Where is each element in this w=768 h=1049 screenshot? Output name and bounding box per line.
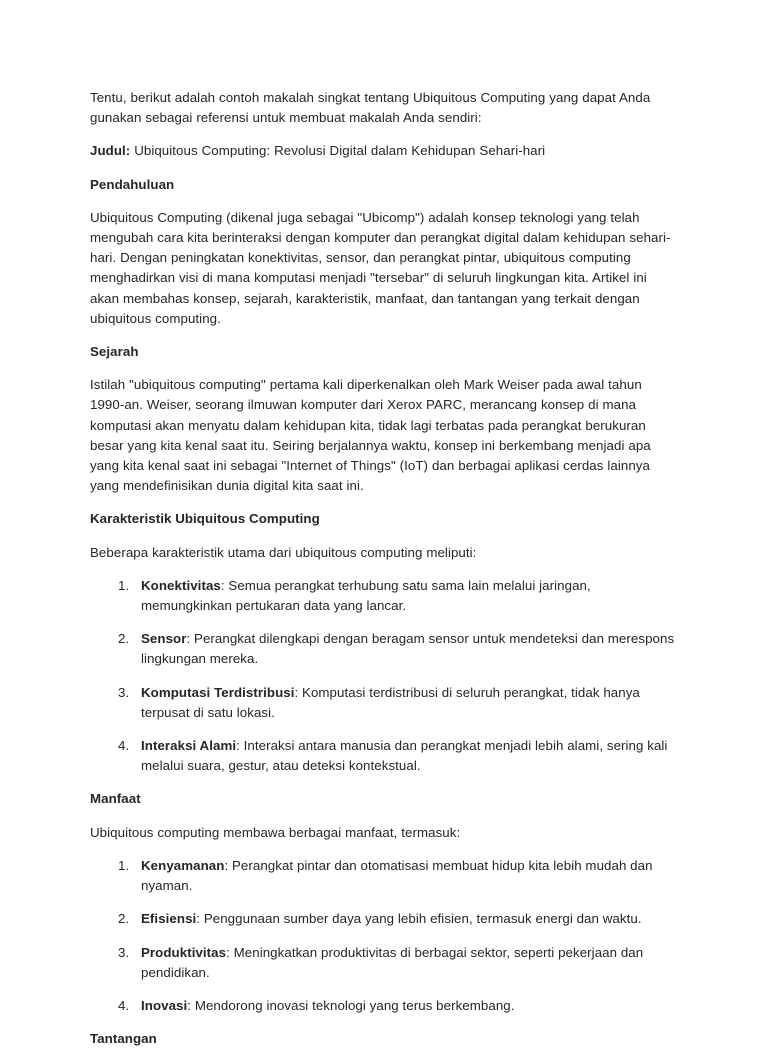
list-item-separator: :	[294, 684, 299, 700]
list-item-term: Konektivitas	[141, 577, 221, 593]
list-item-separator: :	[226, 944, 230, 960]
karakteristik-list	[90, 576, 678, 777]
list-item	[90, 736, 678, 776]
list-item-separator: :	[186, 631, 191, 647]
title-text: Ubiquitous Computing: Revolusi Digital dalam Kehidupan Sehari-hari	[130, 143, 546, 159]
list-item-description: Mendorong inovasi teknologi yang terus berkembang.	[191, 997, 515, 1013]
list-item-description: Perangkat dilengkapi dengan beragam sensor untuk mendeteksi dan merespons lingkungan mereka.	[141, 631, 675, 667]
manfaat-intro: Ubiquitous computing membawa berbagai manfaat, termasuk:	[90, 824, 461, 840]
list-item	[90, 909, 678, 929]
list-item-term: Komputasi Terdistribusi	[141, 684, 295, 700]
list-item-term: Interaksi Alami	[141, 738, 237, 754]
list-item-description: Meningkatkan produktivitas di berbagai sektor, seperti pekerjaan dan pendidikan.	[141, 944, 644, 980]
list-item	[90, 629, 678, 669]
karakteristik-intro: Beberapa karakteristik utama dari ubiquitous computing meliputi:	[90, 544, 477, 560]
title-label: Judul:	[90, 143, 131, 159]
list-item	[90, 943, 678, 983]
list-item	[90, 996, 678, 1016]
list-item	[90, 576, 678, 616]
list-item-separator: :	[187, 997, 192, 1013]
heading-sejarah: Sejarah	[90, 344, 139, 360]
list-item-description: Penggunaan sumber daya yang lebih efisien, termasuk energi dan waktu.	[200, 911, 642, 927]
manfaat-list	[90, 856, 678, 1016]
list-item-description: Semua perangkat terhubung satu sama lain melalui jaringan, memungkinkan pertukaran data yang lancar.	[141, 577, 591, 614]
list-item-description: Komputasi terdistribusi di seluruh perangkat, tidak hanya terpusat di satu lokasi.	[141, 684, 640, 720]
document-body	[90, 88, 678, 1049]
list-item-term: Sensor	[141, 631, 187, 647]
list-item-term: Inovasi	[141, 997, 188, 1013]
title-line	[90, 141, 678, 161]
list-item-term: Kenyamanan	[141, 857, 225, 873]
list-item-separator: :	[220, 577, 225, 593]
heading-tantangan: Tantangan	[90, 1031, 157, 1047]
list-item-separator: :	[224, 857, 229, 873]
list-item	[90, 683, 678, 723]
sejarah-body: Istilah "ubiquitous computing" pertama kali diperkenalkan oleh Mark Weiser pada awal tahun 1990-an. Weiser, seorang ilmuwan komputer dari Xerox PARC, merancang konsep di mana komputasi akan menyatu dalam kehidupan kita, tidak lagi terbatas pada perangkat berukuran besar yang kita kenal saat itu. Seiring berjalannya waktu, konsep ini berkembang menjadi apa yang kita kenal saat ini sebagai "Internet of Things" (IoT) dan berbagai aplikasi cerdas lainnya yang mendefinisikan dunia digital kita saat ini.	[90, 377, 651, 494]
list-item-description: Interaksi antara manusia dan perangkat menjadi lebih alami, sering kali melalui suara, gestur, atau deteksi kontekstual.	[141, 738, 668, 774]
list-item-term: Produktivitas	[141, 944, 227, 960]
heading-pendahuluan: Pendahuluan	[90, 176, 175, 192]
heading-manfaat: Manfaat	[90, 791, 141, 807]
list-item	[90, 856, 678, 896]
pendahuluan-body: Ubiquitous Computing (dikenal juga sebagai "Ubicomp") adalah konsep teknologi yang telah mengubah cara kita berinteraksi dengan komputer dan perangkat digital dalam kehidupan sehari-hari. Dengan peningkatan konektivitas, sensor, dan perangkat pintar, ubiquitous computing menghadirkan visi di mana komputasi menjadi "tersebar" di seluruh lingkungan kita. Artikel ini akan membahas konsep, sejarah, karakteristik, manfaat, dan tantangan yang terkait dengan ubiquitous computing.	[90, 209, 671, 326]
list-item-term: Efisiensi	[141, 911, 197, 927]
list-item-description: Perangkat pintar dan otomatisasi membuat hidup kita lebih mudah dan nyaman.	[141, 857, 653, 894]
list-item-separator: :	[236, 738, 240, 754]
list-item-separator: :	[196, 911, 201, 927]
intro-paragraph: Tentu, berikut adalah contoh makalah singkat tentang Ubiquitous Computing yang dapat Anda gunakan sebagai referensi untuk membuat makalah Anda sendiri:	[90, 90, 651, 126]
heading-karakteristik: Karakteristik Ubiquitous Computing	[90, 511, 320, 527]
